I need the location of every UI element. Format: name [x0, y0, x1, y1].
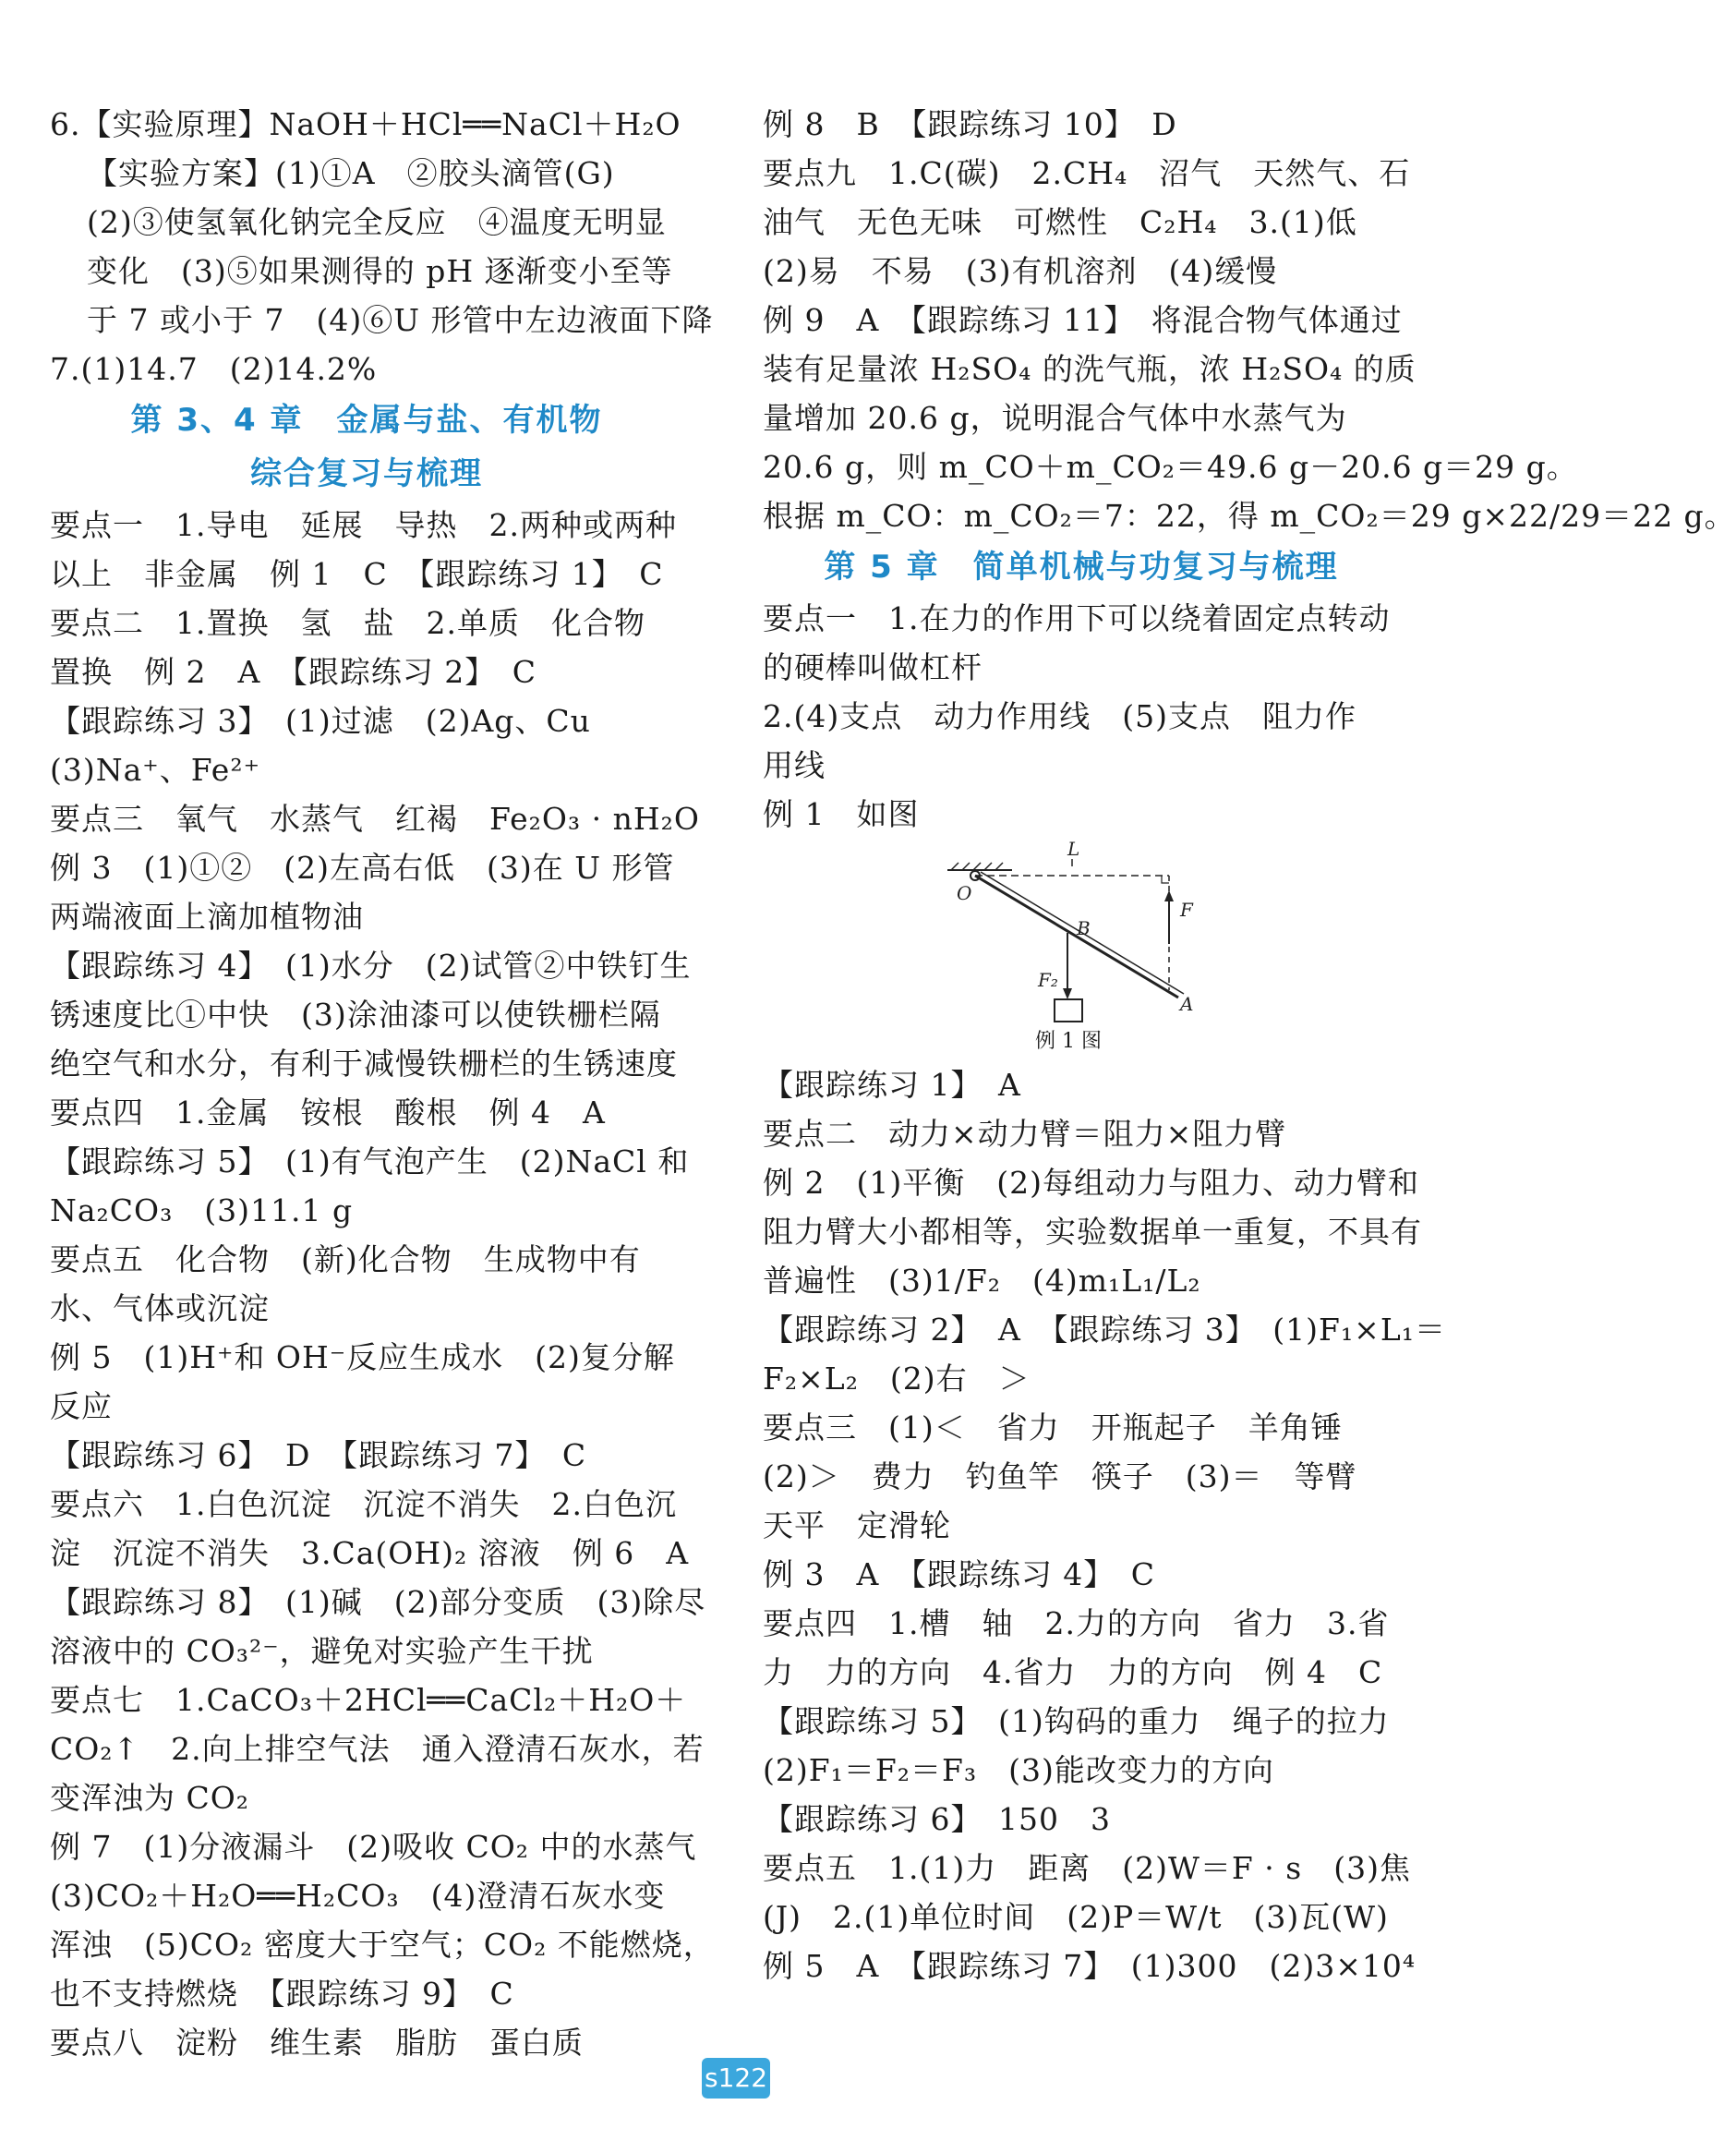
text-line: 要点一 1.导电 延展 导热 2.两种或两种 — [50, 507, 677, 543]
text-line: 以上 非金属 例 1 C 【跟踪练习 1】 C — [50, 556, 664, 592]
force-arrowhead — [1164, 890, 1174, 901]
text-line: 两端液面上滴加植物油 — [50, 899, 364, 935]
text-line: 于 7 或小于 7 (4)⑥U 形管中左边液面下降 — [87, 302, 714, 338]
section-heading-sub: 综合复习与梳理 — [250, 455, 483, 492]
text-line: 要点四 1.槽 轴 2.力的方向 省力 3.省 — [763, 1605, 1390, 1641]
text-line: Na₂CO₃ (3)11.1 g — [50, 1192, 354, 1228]
text-line: (3)Na⁺、Fe²⁺ — [50, 752, 260, 788]
text-line: 反应 — [50, 1388, 113, 1424]
text-line: 变化 (3)⑤如果测得的 pH 逐渐变小至等 — [87, 253, 673, 289]
text-line: 6.【实验原理】NaOH＋HCl══NaCl＋H₂O — [50, 106, 681, 142]
text-line: 浑浊 (5)CO₂ 密度大于空气；CO₂ 不能燃烧， — [50, 1927, 715, 1963]
text-line: 例 5 (1)H⁺和 OH⁻反应生成水 (2)复分解 — [50, 1339, 675, 1375]
text-line: 用线 — [763, 747, 826, 783]
text-line: (2)F₁＝F₂＝F₃ (3)能改变力的方向 — [763, 1752, 1274, 1788]
page-number: s122 — [702, 2058, 770, 2099]
text-line: 2.(4)支点 动力作用线 (5)支点 阻力作 — [763, 698, 1356, 734]
lever-diagram — [938, 838, 1215, 1027]
wall-hatch — [973, 863, 981, 870]
right-angle-mark — [1162, 876, 1169, 883]
text-line: 天平 定滑轮 — [763, 1507, 951, 1543]
text-line: 力 力的方向 4.省力 力的方向 例 4 C — [763, 1654, 1383, 1690]
text-line: 绝空气和水分，有利于减慢铁栅栏的生锈速度 — [50, 1046, 678, 1082]
text-line: 【跟踪练习 5】 (1)有气泡产生 (2)NaCl 和 — [50, 1143, 690, 1179]
section-heading: 第 3、4 章 金属与盐、有机物 — [130, 402, 603, 439]
right-column — [763, 100, 1736, 1990]
text-line: 例 8 B 【跟踪练习 10】 D — [763, 106, 1177, 142]
text-line: 要点二 动力×动力臂＝阻力×阻力臂 — [763, 1116, 1287, 1152]
text-line: 的硬棒叫做杠杆 — [763, 649, 983, 685]
text-line: 例 9 A 【跟踪练习 11】 将混合物气体通过 — [763, 302, 1403, 338]
text-line: CO₂↑ 2.向上排空气法 通入澄清石灰水，若 — [50, 1731, 705, 1767]
text-line: 例 1 如图 — [763, 796, 920, 832]
text-line: 【跟踪练习 2】 A 【跟踪练习 3】 (1)F₁×L₁＝ — [763, 1312, 1446, 1348]
text-line: 【跟踪练习 1】 A — [763, 1067, 1021, 1103]
text-line: 要点四 1.金属 铵根 酸根 例 4 A — [50, 1095, 606, 1131]
weight-block — [1055, 999, 1082, 1022]
section-heading: 第 5 章 简单机械与功复习与梳理 — [824, 549, 1339, 586]
text-line: (3)CO₂＋H₂O══H₂CO₃ (4)澄清石灰水变 — [50, 1878, 666, 1914]
text-line: 【跟踪练习 6】 D 【跟踪练习 7】 C — [50, 1437, 587, 1473]
text-line: 【跟踪练习 8】 (1)碱 (2)部分变质 (3)除尽 — [50, 1584, 706, 1620]
text-line: 要点二 1.置换 氢 盐 2.单质 化合物 — [50, 605, 645, 641]
label-a: A — [1180, 993, 1194, 1015]
label-o: O — [957, 882, 972, 904]
text-line: 20.6 g，则 m_CO＋m_CO₂＝49.6 g－20.6 g＝29 g。 — [763, 449, 1578, 485]
text-line: 例 5 A 【跟踪练习 7】 (1)300 (2)3×10⁴ — [763, 1948, 1417, 1984]
text-line: 【跟踪练习 3】 (1)过滤 (2)Ag、Cu — [50, 703, 591, 739]
text-line: 要点一 1.在力的作用下可以绕着固定点转动 — [763, 600, 1391, 636]
text-line: (2)③使氢氧化钠完全反应 ④温度无明显 — [87, 204, 667, 240]
left-column — [50, 100, 715, 2067]
text-line: 淀 沉淀不消失 3.Ca(OH)₂ 溶液 例 6 A — [50, 1535, 690, 1571]
wall-hatch — [962, 863, 970, 870]
lever-figure — [763, 838, 1400, 1055]
f2-arrowhead — [1063, 988, 1072, 999]
label-f2: F₂ — [1038, 969, 1058, 991]
text-line: (2)＞ 费力 钓鱼竿 筷子 (3)＝ 等臂 — [763, 1458, 1357, 1494]
text-line: 要点六 1.白色沉淀 沉淀不消失 2.白色沉 — [50, 1486, 677, 1522]
text-line: 例 3 (1)①② (2)左高右低 (3)在 U 形管 — [50, 850, 675, 886]
label-f: F — [1180, 899, 1193, 921]
figure-caption: 例 1 图 — [1035, 1030, 1102, 1053]
text-line: 7.(1)14.7 (2)14.2% — [50, 351, 378, 387]
text-line: 置换 例 2 A 【跟踪练习 2】 C — [50, 654, 537, 690]
text-line: 要点三 (1)＜ 省力 开瓶起子 羊角锤 — [763, 1409, 1343, 1445]
text-line: 水、气体或沉淀 — [50, 1290, 270, 1326]
text-line: 要点七 1.CaCO₃＋2HCl══CaCl₂＋H₂O＋ — [50, 1682, 687, 1718]
wall-hatch — [984, 863, 992, 870]
label-l: L — [1067, 838, 1080, 860]
text-line: 变浑浊为 CO₂ — [50, 1780, 250, 1816]
text-line: 例 2 (1)平衡 (2)每组动力与阻力、动力臂和 — [763, 1165, 1419, 1201]
text-line: 要点九 1.C(碳) 2.CH₄ 沼气 天然气、石 — [763, 155, 1411, 191]
text-line: F₂×L₂ (2)右 ＞ — [763, 1361, 1031, 1397]
text-line: 要点五 1.(1)力 距离 (2)W＝F · s (3)焦 — [763, 1850, 1411, 1886]
text-line: 锈速度比①中快 (3)涂油漆可以使铁栅栏隔 — [50, 997, 661, 1033]
text-line: 【实验方案】(1)①A ②胶头滴管(G) — [87, 155, 615, 191]
text-line: 也不支持燃烧 【跟踪练习 9】 C — [50, 1976, 514, 2012]
text-line: (J) 2.(1)单位时间 (2)P＝W/t (3)瓦(W) — [763, 1899, 1389, 1935]
text-line: 溶液中的 CO₃²⁻，避免对实验产生干扰 — [50, 1633, 594, 1669]
text-line: 量增加 20.6 g，说明混合气体中水蒸气为 — [763, 400, 1347, 436]
wall-hatch — [995, 863, 1003, 870]
text-line: 普遍性 (3)1/F₂ (4)m₁L₁/L₂ — [763, 1263, 1201, 1299]
text-line: 【跟踪练习 4】 (1)水分 (2)试管②中铁钉生 — [50, 948, 692, 984]
text-line: 要点五 化合物 (新)化合物 生成物中有 — [50, 1241, 641, 1277]
wall-hatch — [951, 863, 958, 870]
label-b: B — [1077, 917, 1091, 939]
text-line: 例 3 A 【跟踪练习 4】 C — [763, 1556, 1156, 1592]
text-line: 【跟踪练习 5】 (1)钩码的重力 绳子的拉力 — [763, 1703, 1390, 1739]
text-line: 要点八 淀粉 维生素 脂肪 蛋白质 — [50, 2025, 584, 2061]
text-line: 阻力臂大小都相等，实验数据单一重复，不具有 — [763, 1214, 1422, 1250]
text-line: 【跟踪练习 6】 150 3 — [763, 1801, 1111, 1837]
text-line: 根据 m_CO：m_CO₂＝7：22，得 m_CO₂＝29 g×22/29＝22 g。 — [763, 498, 1736, 534]
text-line: 装有足量浓 H₂SO₄ 的洗气瓶，浓 H₂SO₄ 的质 — [763, 351, 1417, 387]
text-line: (2)易 不易 (3)有机溶剂 (4)缓慢 — [763, 253, 1278, 289]
text-line: 要点三 氧气 水蒸气 红褐 Fe₂O₃ · nH₂O — [50, 801, 700, 837]
text-line: 例 7 (1)分液漏斗 (2)吸收 CO₂ 中的水蒸气 — [50, 1829, 697, 1865]
text-line: 油气 无色无味 可燃性 C₂H₄ 3.(1)低 — [763, 204, 1357, 240]
